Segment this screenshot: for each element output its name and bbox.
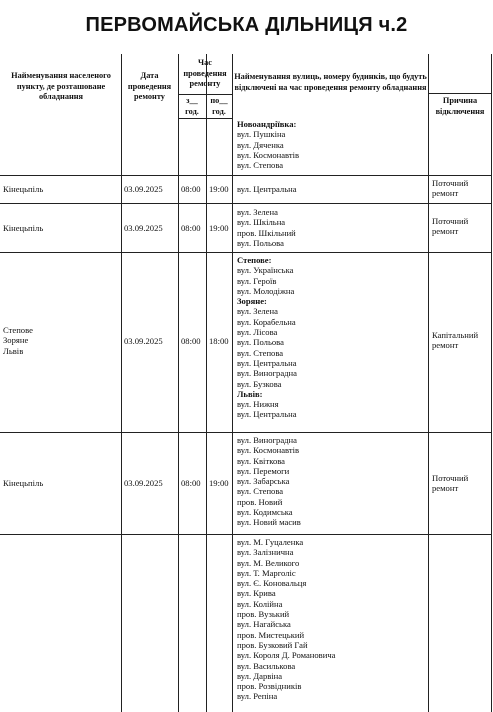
- row-3-streets: [237, 255, 297, 420]
- street: вул. Космонавтів: [237, 149, 300, 160]
- row-2-date: 03.09.2025: [124, 223, 163, 233]
- header-date: Дата проведення ремонту: [127, 71, 172, 101]
- reason-line: ремонт: [432, 340, 459, 351]
- reason-line: Поточний: [432, 216, 469, 226]
- header-reason: Причина відключення: [435, 96, 485, 116]
- col-divider: [121, 54, 122, 712]
- col-divider: [206, 54, 207, 712]
- row-3-reason: [432, 330, 478, 351]
- row-0-streets: [237, 119, 299, 170]
- reason-line: Поточний: [432, 178, 469, 188]
- street: вул. Лісова: [237, 327, 278, 338]
- street: вул. Квіткова: [237, 455, 285, 466]
- header-reason-divider: [428, 93, 491, 94]
- street: пров. Шкільний: [237, 227, 296, 238]
- street: вул. Перемоги: [237, 465, 290, 476]
- street: вул. Залізнична: [237, 547, 294, 558]
- header-time-from: з__ год.: [185, 96, 199, 116]
- settlement-line: Львів: [3, 345, 24, 356]
- reason-line: Поточний: [432, 473, 469, 483]
- street: вул. Центральна: [237, 357, 297, 368]
- row-1-settlement: Кінецьпіль: [3, 184, 44, 194]
- row-divider: [0, 432, 492, 433]
- street: вул. Космонавтів: [237, 445, 300, 456]
- row-4-from: 08:00: [181, 478, 201, 488]
- street: вул. Крива: [237, 588, 276, 599]
- street: вул. М. Гуцаленка: [237, 537, 304, 547]
- settlement-line: Зоряне: [3, 335, 29, 346]
- row-4-date: 03.09.2025: [124, 478, 163, 488]
- row-4-streets: [237, 435, 301, 528]
- row-3-settlement: [3, 325, 33, 356]
- street: вул. Центральна: [237, 184, 297, 194]
- reason-line: Капітальний: [432, 330, 479, 340]
- col-divider: [178, 54, 179, 712]
- row-3-from: 08:00: [181, 336, 201, 346]
- street: вул. Є. Коновальця: [237, 578, 307, 589]
- street: вул. Степова: [237, 347, 284, 358]
- reason-line: ремонт: [432, 226, 459, 237]
- street: пров. Мистецький: [237, 629, 305, 640]
- row-4-settlement: Кінецьпіль: [3, 478, 44, 488]
- street: вул. Центральна: [237, 409, 297, 420]
- street: вул. Колійна: [237, 598, 283, 609]
- street: пров. Новий: [237, 496, 283, 507]
- street: вул. Пушкіна: [237, 129, 286, 140]
- street: вул. Шкільна: [237, 217, 286, 228]
- street: вул. Забарська: [237, 476, 290, 487]
- street: вул. М. Великого: [237, 557, 300, 568]
- reason-line: ремонт: [432, 188, 459, 199]
- row-2-settlement: Кінецьпіль: [3, 223, 44, 233]
- row-divider: [0, 203, 492, 204]
- row-1-date: 03.09.2025: [124, 184, 163, 194]
- header-time-bottom: [178, 118, 232, 119]
- row-4-reason: [432, 473, 468, 494]
- col-divider: [491, 54, 492, 712]
- row-1-to: 19:00: [209, 184, 229, 194]
- street-group-heading: Степове:: [237, 255, 272, 265]
- street: вул. Бузкова: [237, 378, 282, 389]
- settlement-line: Степове: [3, 325, 33, 335]
- row-1-reason: [432, 178, 468, 199]
- street: вул. Дяченка: [237, 139, 284, 150]
- street: вул. Репіна: [237, 691, 278, 702]
- street: вул. Зелена: [237, 207, 278, 217]
- row-divider: [0, 534, 492, 535]
- street: вул. Степова: [237, 160, 284, 171]
- row-divider: [0, 175, 492, 176]
- row-4-to: 19:00: [209, 478, 229, 488]
- street: пров. Розвідників: [237, 681, 302, 692]
- header-time-divider: [178, 94, 232, 95]
- street: пров. Бузковий Гай: [237, 639, 308, 650]
- street: вул. Нагайська: [237, 619, 291, 630]
- header-time-to: по__ год.: [210, 96, 228, 116]
- street-group-heading: Зоряне:: [237, 296, 267, 307]
- row-3-date: 03.09.2025: [124, 336, 163, 346]
- street: вул. Виноградна: [237, 368, 297, 379]
- street: вул. Короля Д. Романовича: [237, 650, 336, 661]
- street: вул. Степова: [237, 486, 284, 497]
- street: вул. Молодіжна: [237, 285, 295, 296]
- street: пров. Вузький: [237, 609, 290, 620]
- header-streets: Найменування вулиць, номеру будинків, що будуть відключені на час проведення ремонту обладнання: [234, 72, 427, 92]
- col-divider: [428, 54, 429, 712]
- street: вул. Героїв: [237, 275, 277, 286]
- street: вул. Новий масив: [237, 517, 301, 528]
- street: вул. Нижня: [237, 399, 279, 410]
- street: вул. Польова: [237, 337, 284, 348]
- street: вул. Дарвіна: [237, 670, 283, 681]
- col-divider: [232, 54, 233, 712]
- street-group-heading: Новоандріївка:: [237, 119, 297, 129]
- street: вул. Польова: [237, 237, 284, 248]
- row-1-from: 08:00: [181, 184, 201, 194]
- row-divider: [0, 252, 492, 253]
- row-5-streets: [237, 537, 335, 702]
- row-2-streets: [237, 207, 296, 248]
- outage-table: [0, 54, 493, 712]
- reason-line: ремонт: [432, 483, 459, 494]
- row-3-to: 18:00: [209, 336, 229, 346]
- row-1-streets: [237, 184, 297, 194]
- street: вул. Василькова: [237, 660, 296, 671]
- row-2-to: 19:00: [209, 223, 229, 233]
- street: вул. Корабельна: [237, 316, 296, 327]
- street: вул. Виноградна: [237, 435, 297, 445]
- street: вул. Українська: [237, 265, 294, 276]
- street: вул. Зелена: [237, 306, 278, 317]
- row-2-reason: [432, 216, 468, 237]
- header-settlement: Найменування населеного пункту, де розташоване обладнання: [11, 71, 111, 101]
- page-title: ПЕРВОМАЙСЬКА ДІЛЬНИЦЯ ч.2: [85, 14, 408, 36]
- street-group-heading: Львів:: [237, 388, 263, 399]
- street: вул. Кодимська: [237, 507, 293, 518]
- header-time: Час проведення ремонту: [183, 58, 227, 88]
- row-2-from: 08:00: [181, 223, 201, 233]
- street: вул. Т. Марголіс: [237, 567, 296, 578]
